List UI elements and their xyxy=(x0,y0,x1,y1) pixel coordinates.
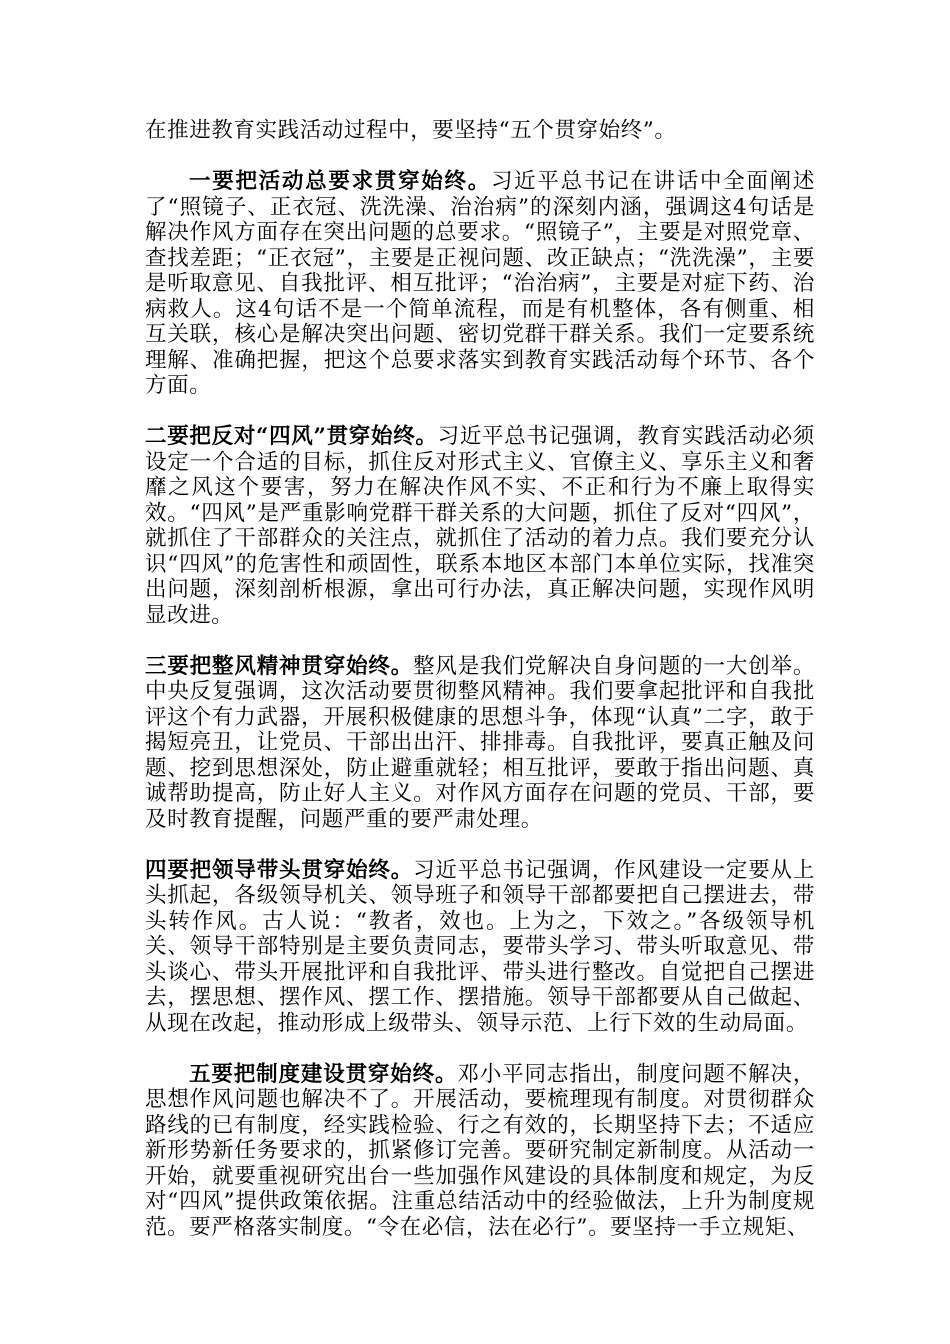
section-3-body: 整风是我们党解决自身问题的一大创举。中央反复强调，这次活动要贯彻整风精神。我们要拿起批评和自我批评这个有力武器，开展积极健康的思想斗争，体现“认真”二字，敢于揭短亮丑，让党员、干部出出汗、排排毒。自我批评，要真正触及问题、挖到思想深处，防止避重就轻；相互批评，要敢于指出问题、真诚帮助提高，防止好人主义。对作风方面存在问题的党员、干部，要及时教育提醒，问题严重的要严肃处理。 xyxy=(145,653,815,832)
paragraph-gap xyxy=(145,832,815,858)
section-4-paragraph xyxy=(145,858,815,1037)
section-4-body: 习近平总书记强调，作风建设一定要从上头抓起，各级领导机关、领导班子和领导干部都要把自己摆进去，带头转作风。古人说：“教者，效也。上为之，下效之。”各级领导机关、领导干部特别是主要负责同志，要带头学习、带头听取意见、带头谈心、带头开展批评和自我批评、带头进行整改。自觉把自己摆进去，摆思想、摆作风、摆工作、摆措施。领导干部都要从自己做起、从现在改起，推动形成上级带头、领导示范、上行下效的生动局面。 xyxy=(145,857,815,1036)
section-5-heading: 五要把制度建设贯穿始终。 xyxy=(189,1061,458,1087)
section-5-paragraph xyxy=(145,1062,815,1241)
section-3-heading: 三要把整风精神贯穿始终。 xyxy=(145,653,414,679)
paragraph-gap xyxy=(145,628,815,654)
section-3-paragraph xyxy=(145,654,815,833)
paragraph-gap xyxy=(145,144,815,170)
section-1-body: 习近平总书记在讲话中全面阐述了“照镜子、正衣冠、洗洗澡、治治病”的深刻内涵，强调这4句话是解决作风方面存在突出问题的总要求。“照镜子”，主要是对照党章、查找差距；“正衣冠”，主要是正视问题、改正缺点；“洗洗澡”，主要是听取意见、自我批评、相互批评；“治治病”，主要是对症下药、治病救人。这4句话不是一个简单流程，而是有机整体，各有侧重、相互关联，核心是解决突出问题、密切党群干群关系。我们一定要系统理解、准确把握，把这个总要求落实到教育实践活动每个环节、各个方面。 xyxy=(145,169,815,398)
document-page xyxy=(145,118,815,1240)
section-2-heading: 二要把反对“四风”贯穿始终。 xyxy=(145,424,438,449)
section-1-paragraph xyxy=(145,169,815,399)
paragraph-gap xyxy=(145,1036,815,1062)
intro-paragraph: 在推进教育实践活动过程中，要坚持“五个贯穿始终”。 xyxy=(145,118,677,143)
section-2-body: 习近平总书记强调，教育实践活动必须设定一个合适的目标，抓住反对形式主义、官僚主义、享乐主义和奢靡之风这个要害，努力在解决作风不实、不正和行为不廉上取得实效。“四风”是严重影响党群干群关系的大问题，抓住了反对“四风”，就抓住了干部群众的关注点，就抓住了活动的着力点。我们要充分认识“四风”的危害性和顽固性，联系本地区本部门本单位实际，找准突出问题，深刻剖析根源，拿出可行办法，真正解决问题，实现作风明显改进。 xyxy=(145,424,815,628)
section-1-heading: 一要把活动总要求贯穿始终。 xyxy=(189,169,491,194)
paragraph-gap xyxy=(145,399,815,425)
section-5-body: 邓小平同志指出，制度问题不解决，思想作风问题也解决不了。开展活动，要梳理现有制度。对贯彻群众路线的已有制度，经实践检验、行之有效的，长期坚持下去；不适应新形势新任务要求的，抓紧修订完善。要研究制定新制度。从活动一开始，就要重视研究出台一些加强作风建设的具体制度和规定，为反对“四风”提供政策依据。注重总结活动中的经验做法，上升为制度规范。要严格落实制度。“令在必信，法在必行”。要坚持一手立规矩、 xyxy=(145,1061,816,1240)
section-2-paragraph xyxy=(145,424,815,628)
section-4-heading: 四要把领导带头贯穿始终。 xyxy=(145,857,414,883)
